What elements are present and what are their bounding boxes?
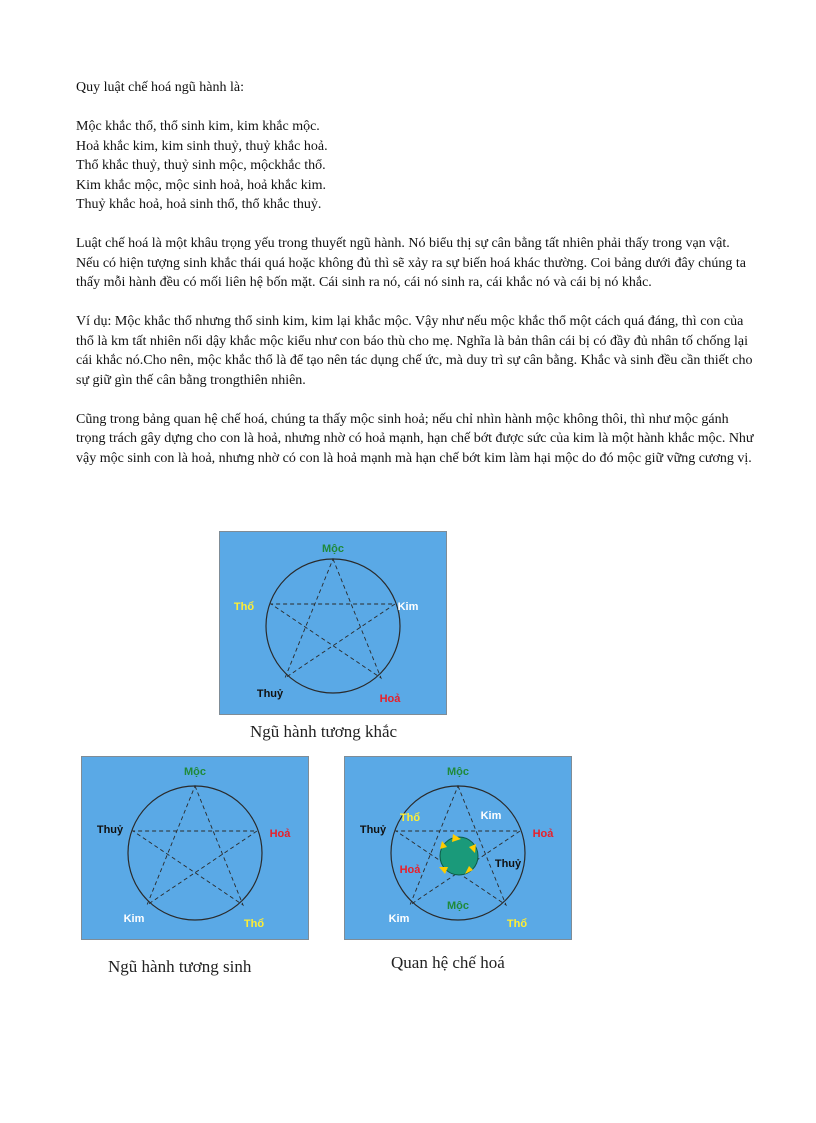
document-text [76,78,756,468]
star-lines [271,559,395,678]
element-circle [266,559,400,693]
label-moc: Mộc [184,766,206,778]
paragraph: Ví dụ: Mộc khắc thổ nhưng thổ sinh kim, kim lại khắc mộc. Vậy như nếu mộc khắc thổ một cách quá đáng, thì con của thổ là km tất nhiên nổi dậy khắc mộc kiểu như con báo thù cho mẹ. Nghĩa là bản thân cái bị có đầy đủ nhân tố chống lại cái khắc nó.Cho nên, mộc khắc thổ là để tạo nên tác dụng chế ức, mà duy trì sự cân bằng. Khắc và sinh đều cần thiết cho sự giữ gìn thế cân bằng trongthiên nhiên. [76,314,753,388]
label-hoa: Hoả [379,693,401,705]
pentagram-diagram [345,757,571,939]
label-thuy-inner: Thuỷ [494,858,522,870]
label-moc: Mộc [322,543,344,555]
caption-tuong-sinh: Ngũ hành tương sinh [108,957,252,976]
spacer [76,390,756,410]
rule-line: Thổ khắc thuỷ, thuỷ sinh mộc, mộckhắc thổ. [76,158,326,173]
label-hoa: Hoả [269,828,291,840]
label-moc-outer: Mộc [447,766,469,778]
star-lines [133,786,257,905]
label-tho: Thổ [233,601,255,613]
label-hoa-outer: Hoả [532,828,554,840]
label-tho: Thổ [243,918,265,930]
label-tho-inner: Thổ [399,812,421,824]
label-kim-inner: Kim [480,810,502,822]
label-kim-outer: Kim [388,913,410,925]
rule-line: Thuỷ khắc hoả, hoả sinh thổ, thổ khắc thuỷ. [76,197,322,212]
rule-line: Mộc khắc thổ, thổ sinh kim, kim khắc mộc. [76,119,320,134]
label-thuy: Thuỷ [96,824,124,836]
label-thuy-outer: Thuỷ [359,824,387,836]
figure-tuong-sinh [81,756,309,940]
pentagram-diagram [82,757,308,939]
spacer [76,293,756,313]
label-hoa-inner: Hoả [399,864,421,876]
element-circle [128,786,262,920]
spacer [76,215,756,235]
figure-tuong-khac [219,531,447,715]
paragraph: Luật chế hoá là một khâu trọng yếu trong thuyết ngũ hành. Nó biểu thị sự cân bằng tất nhiên phải thấy trong vạn vật. Nếu có hiện tượng sinh khắc thái quá hoặc không đủ thì sẽ xảy ra sự biến hoá khác thường. Coi bảng dưới đây chúng ta thấy mỗi hành đều có mối liên hệ bốn mặt. Cái sinh ra nó, cái nó sinh ra, cái khắc nó và cái bị nó khắc. [76,236,746,290]
label-moc-inner: Mộc [447,900,469,912]
label-kim: Kim [397,601,419,613]
intro-line: Quy luật chế hoá ngũ hành là: [76,80,244,95]
rule-line: Kim khắc mộc, mộc sinh hoả, hoả khắc kim. [76,177,326,193]
caption-che-hoa: Quan hệ chế hoá [391,953,505,972]
pentagram-diagram [220,532,446,714]
figure-che-hoa [344,756,572,940]
rule-line: Hoả khắc kim, kim sinh thuỷ, thuỷ khắc hoả. [76,138,328,154]
spacer [76,98,756,118]
paragraph: Cũng trong bảng quan hệ chế hoá, chúng ta thấy mộc sinh hoả; nếu chỉ nhìn hành mộc không thôi, thì như mộc gánh trọng trách gây dựng cho con là hoả, nhưng nhờ có hoả mạnh, hạn chế bớt được sức của kim là một hành khắc mộc. Như vậy mộc sinh con là hoả, nhưng nhờ có con là hoả mạnh mà hạn chế bớt kim làm hại mộc do đó mộc giữ vững cương vị. [76,411,754,466]
label-thuy: Thuỷ [256,688,284,700]
label-kim: Kim [123,913,145,925]
label-tho-outer: Thổ [506,918,528,930]
caption-tuong-khac: Ngũ hành tương khắc [250,722,398,741]
